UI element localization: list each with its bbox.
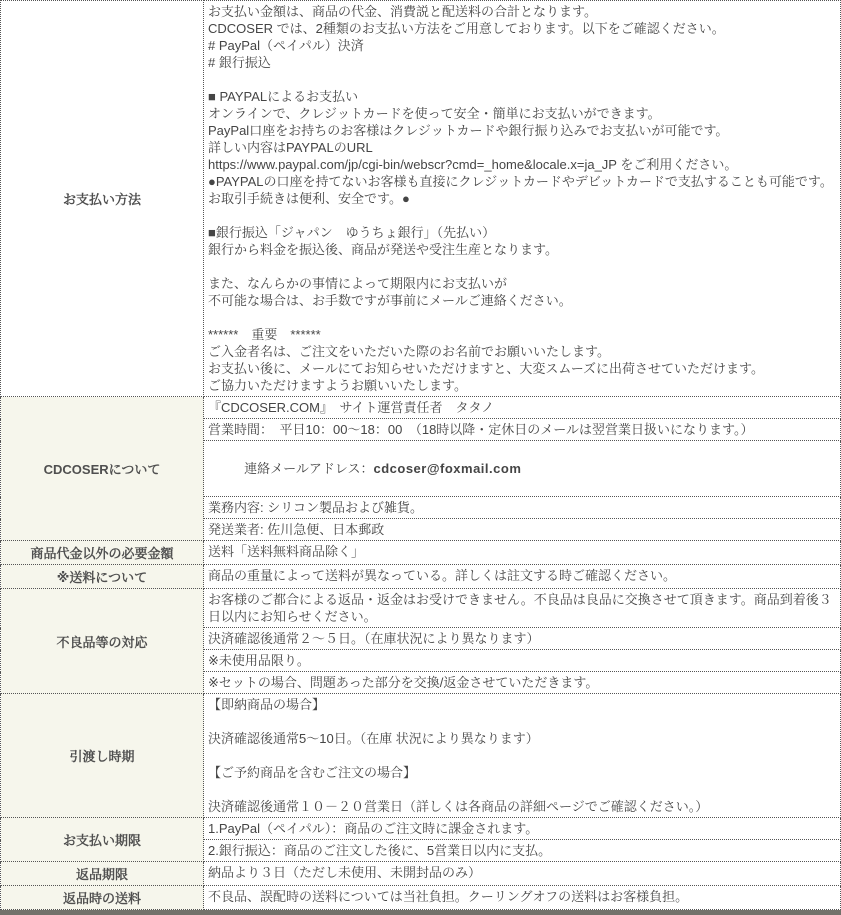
table-row — [1, 1, 841, 397]
text-line: 業務内容: シリコン製品および雑貨。 — [208, 500, 423, 515]
text-line: 詳しい内容はPAYPALのURL — [208, 140, 373, 155]
delivery-time-content — [204, 694, 841, 818]
text-line: ■銀行振込「ジャパン ゆうちょ銀行」（先払い） — [208, 225, 496, 240]
row-header-shipping-fee: ※送料について — [1, 565, 204, 589]
payment-deadline-paypal-cell — [204, 818, 841, 840]
text-line: 【ご予約商品を含むご注文の場合】 — [208, 765, 417, 780]
row-header-return-deadline: 返品期限 — [1, 862, 204, 886]
text-line: 決済確認後通常１０－２０営業日（詳しくは各商品の詳細ページでご確認ください。） — [208, 799, 709, 814]
contact-email-label: 連絡メールアドレス： — [244, 461, 374, 476]
text-line: ご協力いただけますようお願いいたします。 — [208, 378, 467, 393]
contact-email-address: cdcoser@foxmail.com — [373, 461, 522, 476]
table-row — [1, 862, 841, 886]
row-header-delivery-time: 引渡し時期 — [1, 694, 204, 818]
row-header-about-cdcoser: CDCOSERについて — [1, 397, 204, 541]
text-line: ※セットの場合、問題あった部分を交換/返金させていただきます。 — [208, 675, 599, 690]
blank-line — [208, 207, 837, 224]
paypal-url-line: https://www.paypal.com/jp/cgi-bin/webscr?cmd=_home&locale.x=ja_JP をご利用ください。 — [208, 157, 738, 172]
text-line: ご入金者名は、ご注文をいただいた際のお名前でお願いいたします。 — [208, 344, 610, 359]
text-line: 発送業者: 佐川急便、日本郵政 — [208, 522, 385, 537]
table-row — [1, 818, 841, 840]
shipping-fee-content — [204, 565, 841, 589]
defective-policy-cell — [204, 589, 841, 628]
text-line: ■ PAYPALによるお支払い — [208, 89, 359, 104]
row-header-payment-deadline: お支払い期限 — [1, 818, 204, 862]
shipping-carrier-cell — [204, 519, 841, 541]
site-operator-cell — [204, 397, 841, 419]
text-line: CDCOSER では、2種類のお支払い方法をご用意しております。以下をご確認ください。 — [208, 21, 725, 36]
important-note-heading: ****** 重要 ****** — [208, 327, 321, 342]
payment-deadline-bank-cell — [204, 840, 841, 862]
text-line: お客様のご都合による返品・返金はお受けできません。不良品は良品に交換させて頂きます。商品到着後３日以内にお知らせください。 — [208, 592, 832, 624]
text-line: 【即納商品の場合】 — [208, 697, 326, 712]
contact-email-cell — [204, 441, 841, 497]
text-line: オンラインで、クレジットカードを使って安全・簡単にお支払いができます。 — [208, 106, 661, 121]
text-line: また、なんらかの事情によって期限内にお支払いが — [208, 276, 508, 291]
row-header-payment-method: お支払い方法 — [1, 1, 204, 397]
table-row — [1, 541, 841, 565]
row-header-return-shipping: 返品時の送料 — [1, 886, 204, 910]
blank-line — [208, 71, 837, 88]
text-line: # PayPal（ペイパル）決済 — [208, 38, 364, 53]
text-line: # 銀行振込 — [208, 55, 271, 70]
extra-charges-content — [204, 541, 841, 565]
table-row — [1, 886, 841, 910]
text-line: ※未使用品限り。 — [208, 653, 310, 668]
table-row — [1, 565, 841, 589]
blank-line — [208, 309, 837, 326]
business-hours-cell — [204, 419, 841, 441]
text-line: 不可能な場合は、お手数ですが事前にメールご連絡ください。 — [208, 293, 572, 308]
payment-method-content — [204, 1, 841, 397]
row-header-extra-charges: 商品代金以外の必要金額 — [1, 541, 204, 565]
blank-line — [208, 781, 837, 798]
return-deadline-content — [204, 862, 841, 886]
return-shipping-content — [204, 886, 841, 910]
text-line: ●PAYPALの口座を持てないお客様も直接にクレジットカードやデビットカードで支払することも可能です。 — [208, 174, 833, 189]
business-description-cell — [204, 497, 841, 519]
table-row — [1, 589, 841, 628]
blank-line — [208, 747, 837, 764]
row-header-defective-items: 不良品等の対応 — [1, 589, 204, 694]
text-line: お支払い後に、メールにてお知らせいただけますと、大変スムーズに出荷させていただけます。 — [208, 361, 765, 376]
text-line: お取引手続きは便利、安全です。● — [208, 191, 410, 206]
defective-processing-time-cell — [204, 628, 841, 650]
text-line: 1.PayPal（ペイパル）：商品のご注文時に課金されます。 — [208, 821, 539, 836]
blank-line — [208, 713, 837, 730]
text-line: 2.銀行振込：商品のご注文した後に、5営業日以内に支払。 — [208, 843, 552, 858]
table-row — [1, 397, 841, 419]
blank-line — [208, 258, 837, 275]
text-line: 不良品、誤配時の送料については当社負担。クーリングオフの送料はお客様負担。 — [208, 889, 689, 904]
text-line: お支払い金額は、商品の代金、消費説と配送料の合計となります。 — [208, 4, 597, 19]
set-exchange-cell — [204, 672, 841, 694]
text-line: PayPal口座をお持ちのお客様はクレジットカードや銀行振り込みでお支払いが可能です。 — [208, 123, 729, 138]
text-line: 決済確認後通常5～10日。（在庫 状況により異なります） — [208, 731, 539, 746]
text-line: 決済確認後通常２～５日。（在庫状況により異なります） — [208, 631, 540, 646]
text-line: 送料「送料無料商品除く」 — [208, 544, 365, 559]
unused-only-cell — [204, 650, 841, 672]
text-line: 営業時間： 平日10：00～18：00 （18時以降・定休日のメールは翌営業日扱いになります。） — [208, 422, 754, 437]
text-line: 商品の重量によって送料が異なっている。詳しくは註文する時ご確認ください。 — [208, 568, 677, 583]
text-line: 『CDCOSER.COM』 サイト運営責任者 タタノ — [208, 400, 495, 415]
text-line: 納品より３日（ただし未使用、未開封品のみ） — [208, 865, 482, 880]
text-line: 銀行から料金を振込後、商品が発送や受注生産となります。 — [208, 242, 558, 257]
footer-divider-bar — [0, 910, 841, 915]
table-row — [1, 694, 841, 818]
